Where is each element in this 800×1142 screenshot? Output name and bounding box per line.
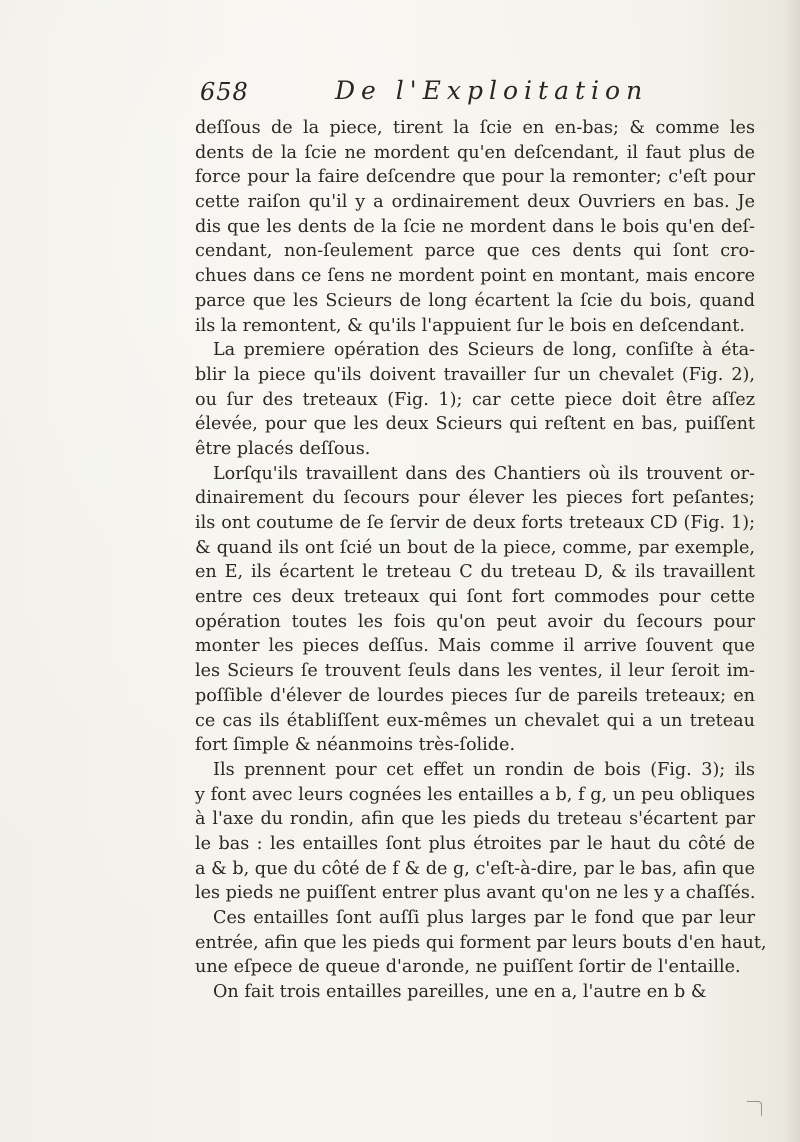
- text-line: dinairement du ſecours pour élever les pieces fort peſantes;: [195, 488, 755, 509]
- text-line: cette raiſon qu'il y a ordinairement deux Ouvriers en bas. Je: [195, 192, 755, 213]
- text-line: monter les pieces deſſus. Mais comme il arrive ſouvent que: [195, 636, 755, 657]
- text-line: les pieds ne puiſſent entrer plus avant qu'on ne les y a chaſſés.: [195, 883, 756, 904]
- paragraph-start-line: On fait trois entailles pareilles, une en a, l'autre en b &: [213, 982, 707, 1003]
- text-line: & quand ils ont ſcié un bout de la piece, comme, par exemple,: [195, 537, 755, 558]
- paragraph-start-line: La premiere opération des Scieurs de long, conſiſte à éta-: [213, 340, 755, 361]
- text-line: être placés deſſous.: [195, 438, 371, 459]
- text-line: chues dans ce ſens ne mordent point en montant, mais encore: [195, 266, 755, 287]
- text-line: a & b, que du côté de f & de g, c'eſt-à-dire, par le bas, afin que: [195, 858, 755, 879]
- text-line: ils ont coutume de ſe ſervir de deux forts treteaux CD (Fig. 1);: [195, 513, 755, 533]
- text-line: force pour la faire deſcendre que pour la remonter; c'eſt pour: [195, 167, 755, 188]
- text-line: parce que les Scieurs de long écartent la ſcie du bois, quand: [195, 290, 755, 311]
- text-line: dents de la ſcie ne mordent qu'en deſcendant, il faut plus de: [195, 142, 755, 163]
- text-line: deſſous de la piece, tirent la ſcie en en-bas; & comme les: [195, 118, 755, 138]
- text-line: ce cas ils établiſſent eux-mêmes un chevalet qui a un treteau: [195, 710, 755, 731]
- paragraph-start-line: Ils prennent pour cet effet un rondin de bois (Fig. 3); ils: [213, 759, 755, 780]
- text-line: entre ces deux treteaux qui ſont fort commodes pour cette: [195, 587, 755, 608]
- text-line: les Scieurs ſe trouvent ſeuls dans les ventes, il leur ſeroit im-: [195, 661, 755, 682]
- paragraph-start-line: Ces entailles ſont auſſi plus larges par le fond que par leur: [213, 908, 755, 928]
- text-line: poſſible d'élever de lourdes pieces ſur de pareils treteaux; en: [195, 685, 755, 706]
- text-line: à l'axe du rondin, afin que les pieds du treteau s'écartent par: [195, 809, 755, 830]
- text-line: fort ſimple & néanmoins très-ſolide.: [195, 735, 516, 756]
- text-line: blir la piece qu'ils doivent travailler ſur un chevalet (Fig. 2),: [195, 364, 755, 385]
- page-number: 658: [200, 78, 249, 106]
- text-line: dis que les dents de la ſcie ne mordent dans le bois qu'en deſ-: [195, 216, 755, 237]
- text-line: élevée, pour que les deux Scieurs qui reſtent en bas, puiſſent: [195, 414, 755, 435]
- page-corner-mark: [747, 1101, 762, 1116]
- text-line: en E, ils écartent le treteau C du treteau D, & ils travaillent: [195, 562, 755, 583]
- text-line: entrée, afin que les pieds qui forment par leurs bouts d'en haut,: [195, 932, 767, 953]
- text-line: cendant, non-ſeulement parce que ces dents qui ſont cro-: [195, 241, 755, 262]
- running-title: De l'Exploitation: [335, 76, 649, 105]
- text-line: ou ſur des treteaux (Fig. 1); car cette piece doit être aſſez: [195, 389, 755, 410]
- paragraph-start-line: Lorſqu'ils travaillent dans des Chantiers où ils trouvent or-: [213, 463, 755, 484]
- text-line: une eſpece de queue d'aronde, ne puiſſent ſortir de l'entaille.: [195, 957, 741, 978]
- text-line: y font avec leurs cognées les entailles a b, f g, un peu obliques: [195, 784, 755, 805]
- page-header: [190, 78, 750, 118]
- page-edge-shadow: [782, 0, 800, 1142]
- text-line: le bas : les entailles ſont plus étroites par le haut du côté de: [195, 833, 755, 854]
- text-line: opération toutes les fois qu'on peut avoir du ſecours pour: [195, 611, 755, 632]
- body-text: [195, 116, 767, 1005]
- text-line: ils la remontent, & qu'ils l'appuient ſur le bois en deſcendant.: [195, 315, 745, 336]
